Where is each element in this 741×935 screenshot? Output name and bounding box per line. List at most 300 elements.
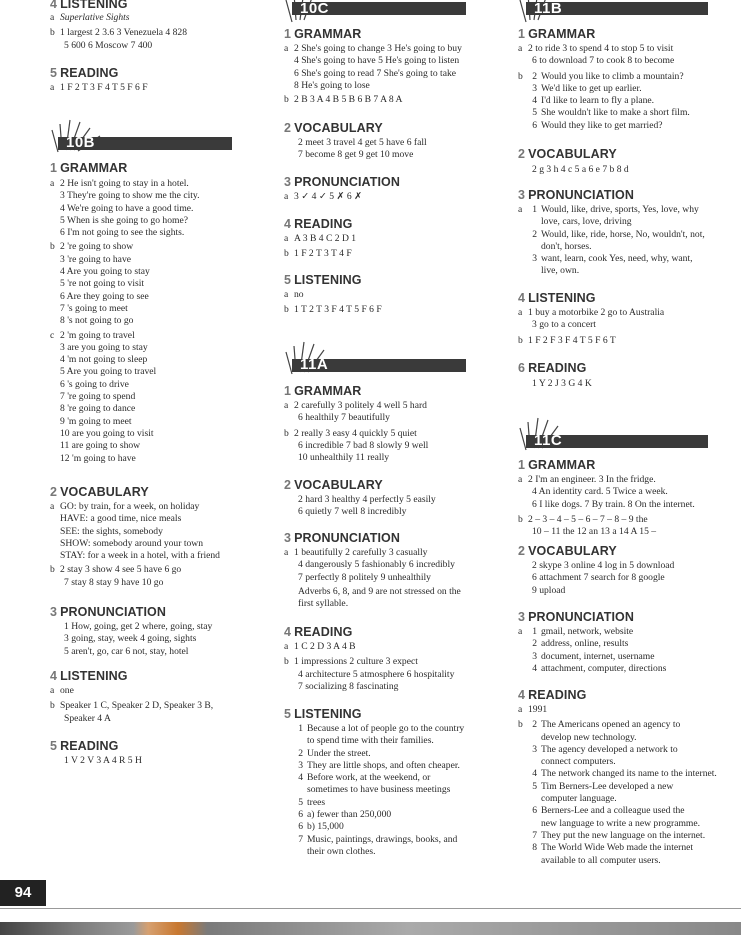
section-title: LISTENING bbox=[294, 707, 362, 721]
section-listening bbox=[50, 0, 280, 52]
item-number: 4 bbox=[532, 768, 537, 780]
section-vocabulary bbox=[518, 147, 741, 176]
answer-line bbox=[284, 748, 516, 760]
answer-text: Would they like to get married? bbox=[541, 119, 663, 131]
item-letter: a bbox=[518, 704, 523, 715]
answer-line bbox=[284, 94, 516, 106]
section-reading bbox=[50, 66, 280, 94]
section-number: 5 bbox=[284, 707, 292, 721]
answer-line bbox=[284, 233, 516, 245]
section-number: 3 bbox=[284, 531, 292, 545]
answer-line bbox=[518, 651, 741, 663]
answer-line: 10 unhealthily 11 really bbox=[298, 452, 390, 464]
answer-text: Tim Berners-Lee developed a new bbox=[541, 780, 674, 792]
answer-line bbox=[518, 744, 741, 756]
answer-text: their own clothes. bbox=[307, 845, 376, 857]
answer-text: They are little shops, and often cheaper. bbox=[307, 759, 460, 771]
item-letter: a bbox=[518, 307, 523, 318]
item-number: 3 bbox=[532, 253, 537, 265]
answer-text: no bbox=[294, 289, 304, 300]
item-number: 3 bbox=[532, 82, 537, 94]
answer-text: Under the street. bbox=[307, 747, 371, 759]
section-title: PRONUNCIATION bbox=[294, 531, 400, 545]
item-number: 2 bbox=[298, 747, 303, 759]
answer-line bbox=[50, 366, 280, 378]
section-pronunciation bbox=[50, 605, 280, 658]
section-number: 5 bbox=[50, 739, 58, 753]
answer-text: develop new technology. bbox=[541, 731, 637, 743]
section-number: 1 bbox=[284, 384, 292, 398]
answer-text: 8 He's going to lose bbox=[294, 79, 370, 91]
answer-line: 4 dangerously 5 fashionably 6 incredibly bbox=[298, 559, 455, 571]
item-letter: b bbox=[284, 94, 289, 106]
answer-line: 10 – 11 the 12 an 13 a 14 A 15 – bbox=[532, 526, 657, 538]
answer-text: 7 're going to spend bbox=[60, 391, 136, 403]
section-heading bbox=[284, 27, 516, 41]
answer-line bbox=[518, 830, 741, 842]
item-letter: a bbox=[284, 43, 289, 54]
answer-line bbox=[284, 846, 516, 858]
section-heading bbox=[518, 361, 741, 375]
answer-line bbox=[284, 797, 516, 809]
item-letter: a bbox=[284, 400, 289, 411]
answer-line bbox=[284, 809, 516, 821]
answer-line bbox=[518, 216, 741, 228]
item-number: 2 bbox=[532, 638, 537, 650]
answer-text: b) 15,000 bbox=[307, 821, 344, 833]
answer-line bbox=[518, 229, 741, 241]
section-grammar bbox=[50, 161, 280, 465]
answer-line bbox=[518, 95, 741, 107]
answer-line: 1 How, going, get 2 where, going, stay bbox=[64, 621, 213, 632]
answer-group-a bbox=[518, 626, 741, 675]
answer-line bbox=[50, 278, 280, 290]
banner-label: 11C bbox=[534, 432, 563, 449]
answer-line: 6 quietly 7 well 8 incredibly bbox=[298, 506, 407, 518]
item-number: 5 bbox=[532, 107, 537, 119]
answer-text: 1 F 2 T 3 T 4 F bbox=[294, 248, 352, 260]
item-letter: b bbox=[518, 719, 523, 731]
answer-text: 2 carefully 3 politely 4 well 5 hard bbox=[294, 400, 427, 411]
answer-line: 1 Y 2 J 3 G 4 K bbox=[532, 378, 592, 389]
answer-text: The Americans opened an agency to bbox=[541, 719, 681, 731]
answer-text: 1 F 2 F 3 F 4 T 5 F 6 T bbox=[528, 334, 616, 346]
section-number: 2 bbox=[518, 147, 526, 161]
item-number: 3 bbox=[532, 650, 537, 662]
answer-text: connect computers. bbox=[541, 756, 616, 768]
answer-text: 1 impressions 2 culture 3 expect bbox=[294, 656, 418, 668]
item-letter: b bbox=[284, 427, 289, 439]
item-number: 4 bbox=[298, 772, 303, 784]
answer-text: SHOW: somebody around your town bbox=[60, 537, 204, 549]
answer-line bbox=[518, 756, 741, 768]
item-letter: a bbox=[518, 43, 523, 54]
answer-line bbox=[50, 241, 280, 253]
answer-line bbox=[284, 248, 516, 260]
answer-line: 2 skype 3 online 4 log in 5 download bbox=[532, 560, 675, 571]
answer-line bbox=[518, 514, 741, 526]
answer-text: Berners-Lee and a colleague used the bbox=[541, 805, 685, 817]
section-title: READING bbox=[528, 361, 587, 375]
banner-label: 10B bbox=[66, 134, 96, 151]
item-number: 6 bbox=[532, 119, 537, 131]
item-letter: a bbox=[50, 685, 55, 696]
section-heading bbox=[518, 688, 741, 702]
answer-text: 2 to ride 3 to spend 4 to stop 5 to visit bbox=[528, 43, 674, 54]
answer-line: 7 become 8 get 9 get 10 move bbox=[298, 149, 414, 161]
answer-line bbox=[518, 805, 741, 817]
section-heading bbox=[50, 605, 280, 619]
banner-label: 11B bbox=[534, 0, 563, 17]
section-title: LISTENING bbox=[60, 669, 128, 683]
answer-line bbox=[50, 178, 280, 190]
section-reading-2 bbox=[518, 688, 741, 867]
answer-line bbox=[518, 704, 741, 716]
answer-line bbox=[50, 291, 280, 303]
answer-line bbox=[50, 538, 280, 550]
answer-text: 5 're not going to visit bbox=[60, 278, 145, 290]
answer-text: Before work, at the weekend, or bbox=[307, 772, 431, 784]
item-letter: a bbox=[284, 641, 289, 652]
answer-line: 4 architecture 5 atmosphere 6 hospitality bbox=[298, 668, 455, 680]
answer-text: 11 are going to show bbox=[60, 440, 141, 452]
answer-group-b bbox=[50, 241, 280, 327]
section-reading bbox=[284, 217, 516, 261]
answer-group-a bbox=[50, 178, 280, 239]
lesson-banner-11b bbox=[518, 0, 708, 24]
answer-text: 1 F 2 T 3 F 4 T 5 F 6 F bbox=[60, 82, 148, 93]
section-vocabulary-2 bbox=[284, 478, 516, 519]
answer-line bbox=[50, 227, 280, 239]
answer-line: 6 attachment 7 search for 8 google bbox=[532, 572, 665, 584]
section-reading-2 bbox=[50, 739, 280, 767]
section-listening bbox=[518, 291, 741, 347]
section-heading bbox=[284, 384, 516, 398]
answer-line bbox=[518, 855, 741, 867]
section-number: 2 bbox=[518, 544, 526, 558]
answer-text: don't, horses. bbox=[541, 240, 592, 252]
answer-line bbox=[50, 27, 280, 39]
answer-line bbox=[50, 203, 280, 215]
answer-line bbox=[284, 735, 516, 747]
answer-text: The network changed its name to the internet. bbox=[541, 768, 717, 780]
answer-text: 2 – 3 – 4 – 5 – 6 – 7 – 8 – 9 the bbox=[528, 513, 648, 525]
section-title: VOCABULARY bbox=[294, 478, 383, 492]
section-number: 2 bbox=[284, 478, 292, 492]
answer-line bbox=[518, 204, 741, 216]
answer-group-a bbox=[50, 501, 280, 562]
answer-text: 2 're going to show bbox=[60, 241, 134, 253]
answer-line: 7 socializing 8 fascinating bbox=[298, 680, 399, 692]
answer-line: 4 An identity card. 5 Twice a week. bbox=[532, 486, 668, 498]
section-number: 5 bbox=[50, 66, 58, 80]
answer-line bbox=[518, 719, 741, 731]
section-number: 1 bbox=[518, 27, 526, 41]
answer-line: 6 to download 7 to cook 8 to become bbox=[532, 55, 675, 67]
item-number: 6 bbox=[298, 821, 303, 833]
answer-line bbox=[518, 253, 741, 265]
item-number: 2 bbox=[532, 719, 537, 731]
answer-line bbox=[518, 818, 741, 830]
answer-text: 12 'm going to have bbox=[60, 452, 136, 464]
answer-line bbox=[284, 834, 516, 846]
answer-text: gmail, network, website bbox=[541, 626, 634, 637]
section-heading bbox=[284, 707, 516, 721]
item-number: 3 bbox=[532, 743, 537, 755]
section-heading bbox=[50, 161, 280, 175]
answer-list bbox=[284, 723, 516, 858]
answer-group-a bbox=[518, 204, 741, 278]
answer-line bbox=[50, 440, 280, 452]
answer-line bbox=[50, 700, 280, 712]
section-number: 3 bbox=[50, 605, 58, 619]
answer-text: HAVE: a good time, nice meals bbox=[60, 513, 182, 525]
answer-text: love, cars, love, driving bbox=[541, 216, 632, 228]
section-heading bbox=[50, 485, 280, 499]
answer-text: 2 really 3 easy 4 quickly 5 quiet bbox=[294, 427, 417, 439]
answer-text: 2 He isn't going to stay in a hotel. bbox=[60, 178, 189, 189]
answer-line bbox=[284, 289, 516, 301]
answer-text: a) fewer than 250,000 bbox=[307, 809, 392, 821]
section-title: READING bbox=[294, 217, 353, 231]
section-title: READING bbox=[294, 625, 353, 639]
section-title: READING bbox=[528, 688, 587, 702]
answer-line bbox=[518, 638, 741, 650]
answer-text: Would you like to climb a mountain? bbox=[541, 70, 684, 82]
answer-text: document, internet, username bbox=[541, 650, 655, 662]
answer-line bbox=[50, 82, 280, 94]
answer-line: 6 I like dogs. 7 By train. 8 On the internet. bbox=[532, 498, 695, 510]
lesson-banner-10b bbox=[50, 130, 232, 154]
answer-text: one bbox=[60, 685, 74, 696]
answer-line bbox=[50, 526, 280, 538]
section-grammar-2 bbox=[518, 458, 741, 538]
answer-line bbox=[50, 403, 280, 415]
section-number: 2 bbox=[284, 121, 292, 135]
answer-line bbox=[284, 428, 516, 440]
section-title: LISTENING bbox=[294, 273, 362, 287]
answer-line: 5 aren't, go, car 6 not, stay, hotel bbox=[64, 645, 189, 657]
section-number: 4 bbox=[284, 217, 292, 231]
answer-line bbox=[518, 335, 741, 347]
section-number: 6 bbox=[518, 361, 526, 375]
item-letter: b bbox=[284, 248, 289, 260]
answer-line bbox=[518, 71, 741, 83]
answer-line bbox=[50, 266, 280, 278]
item-number: 7 bbox=[532, 829, 537, 841]
answer-text: Would, like, drive, sports, Yes, love, why bbox=[541, 204, 699, 215]
answer-line bbox=[518, 732, 741, 744]
answer-line bbox=[50, 453, 280, 465]
page-number: 94 bbox=[0, 880, 46, 906]
answer-text: 2 stay 3 show 4 see 5 have 6 go bbox=[60, 564, 182, 576]
section-number: 1 bbox=[518, 458, 526, 472]
answer-line bbox=[50, 501, 280, 513]
answer-line bbox=[50, 416, 280, 428]
answer-line: 1 V 2 V 3 A 4 R 5 H bbox=[64, 755, 142, 766]
answer-line bbox=[50, 550, 280, 562]
lesson-banner-10c bbox=[284, 0, 466, 24]
answer-line: 7 stay 8 stay 9 have 10 go bbox=[64, 576, 164, 588]
answer-text: I'd like to learn to fly a plane. bbox=[541, 95, 655, 107]
answer-text: to spend time with their families. bbox=[307, 735, 434, 747]
section-title: GRAMMAR bbox=[294, 27, 362, 41]
section-grammar bbox=[284, 27, 516, 106]
answer-text: computer language. bbox=[541, 793, 617, 805]
answer-line bbox=[50, 428, 280, 440]
answer-line bbox=[284, 723, 516, 735]
answer-line bbox=[518, 626, 741, 638]
section-title: PRONUNCIATION bbox=[528, 610, 634, 624]
answer-text: 1 C 2 D 3 A 4 B bbox=[294, 641, 356, 652]
answer-text: trees bbox=[307, 796, 326, 808]
answer-line bbox=[518, 842, 741, 854]
answer-line bbox=[50, 513, 280, 525]
item-letter: b bbox=[518, 334, 523, 346]
answer-line bbox=[284, 641, 516, 653]
answer-text: want, learn, cook Yes, need, why, want, bbox=[541, 253, 693, 265]
section-title: VOCABULARY bbox=[528, 544, 617, 558]
answer-line bbox=[284, 772, 516, 784]
section-number: 4 bbox=[50, 669, 58, 683]
section-listening bbox=[284, 273, 516, 317]
answer-group-a bbox=[284, 43, 516, 92]
answer-line: 9 upload bbox=[532, 584, 566, 596]
section-listening-2 bbox=[50, 669, 280, 725]
answer-text: address, online, results bbox=[541, 638, 629, 650]
answer-text: 2 'm going to travel bbox=[60, 329, 135, 341]
answer-text: sometimes to have business meetings bbox=[307, 784, 451, 796]
answer-line: 3 go to a concert bbox=[532, 319, 596, 331]
section-reading bbox=[518, 361, 741, 390]
answer-line bbox=[518, 43, 741, 55]
answer-group-b bbox=[518, 71, 741, 132]
answer-line bbox=[50, 330, 280, 342]
answer-text: 1 buy a motorbike 2 go to Australia bbox=[528, 307, 665, 318]
answer-line bbox=[50, 254, 280, 266]
section-title: GRAMMAR bbox=[294, 384, 362, 398]
answer-text: STAY: for a week in a hotel, with a friend bbox=[60, 550, 220, 562]
section-heading bbox=[518, 458, 741, 472]
answer-text: attachment, computer, directions bbox=[541, 662, 667, 674]
answer-line bbox=[50, 303, 280, 315]
section-heading bbox=[518, 544, 741, 558]
item-letter: b bbox=[50, 27, 55, 39]
answer-text: She wouldn't like to make a short film. bbox=[541, 107, 690, 119]
answer-line bbox=[50, 215, 280, 227]
section-title: LISTENING bbox=[528, 291, 596, 305]
item-letter: a bbox=[284, 289, 289, 300]
section-title: PRONUNCIATION bbox=[294, 175, 400, 189]
section-heading bbox=[284, 478, 516, 492]
answer-line: 2 hard 3 healthy 4 perfectly 5 easily bbox=[298, 494, 436, 505]
answer-line bbox=[284, 43, 516, 55]
section-heading bbox=[518, 147, 741, 161]
section-heading bbox=[518, 291, 741, 305]
answer-line: 7 perfectly 8 politely 9 unhealthily bbox=[298, 571, 431, 583]
answer-line: Speaker 4 A bbox=[64, 712, 111, 724]
answer-text: 6 I'm not going to see the sights. bbox=[60, 227, 185, 239]
item-number: 4 bbox=[532, 662, 537, 674]
section-heading bbox=[284, 175, 516, 189]
section-heading bbox=[50, 669, 280, 683]
item-letter: b bbox=[518, 513, 523, 525]
answer-line bbox=[284, 547, 516, 559]
section-heading bbox=[284, 273, 516, 287]
answer-line bbox=[518, 83, 741, 95]
section-grammar-2 bbox=[284, 384, 516, 464]
answer-text: They put the new language on the internet. bbox=[541, 829, 706, 841]
answer-text: 5 Are you going to travel bbox=[60, 366, 157, 378]
section-title: PRONUNCIATION bbox=[60, 605, 166, 619]
answer-line: 3 going, stay, week 4 going, sights bbox=[64, 633, 197, 645]
answer-text: 9 'm going to meet bbox=[60, 415, 132, 427]
answer-text: 2 I'm an engineer. 3 In the fridge. bbox=[528, 474, 656, 485]
section-heading bbox=[518, 27, 741, 41]
section-pronunciation bbox=[518, 188, 741, 278]
answer-line bbox=[50, 342, 280, 354]
lesson-banner-11c bbox=[518, 428, 708, 452]
section-title: GRAMMAR bbox=[528, 458, 596, 472]
answer-line bbox=[284, 656, 516, 668]
answer-line bbox=[518, 663, 741, 675]
item-letter: b bbox=[50, 700, 55, 712]
answer-text: live, own. bbox=[541, 265, 580, 277]
answer-line bbox=[518, 781, 741, 793]
section-grammar bbox=[518, 27, 741, 132]
section-heading bbox=[284, 625, 516, 639]
section-heading bbox=[518, 610, 741, 624]
answer-line bbox=[518, 120, 741, 132]
answer-line: Adverbs 6, 8, and 9 are not stressed on the bbox=[298, 585, 461, 597]
answer-line bbox=[50, 379, 280, 391]
item-number: 6 bbox=[532, 805, 537, 817]
section-number: 4 bbox=[518, 688, 526, 702]
answer-line bbox=[50, 190, 280, 202]
section-title: VOCABULARY bbox=[60, 485, 149, 499]
answer-text: 6 's going to drive bbox=[60, 378, 129, 390]
answer-text: Would, like, ride, horse, No, wouldn't, not, bbox=[541, 228, 705, 240]
answer-text: Because a lot of people go to the country bbox=[307, 723, 465, 734]
answer-text: 1991 bbox=[528, 704, 548, 715]
answer-text: 1 largest 2 3.6 3 Venezuela 4 828 bbox=[60, 27, 187, 39]
item-number: 1 bbox=[532, 204, 537, 215]
answer-text: 4 Are you going to stay bbox=[60, 266, 150, 278]
answer-line bbox=[50, 391, 280, 403]
answer-text: The World Wide Web made the internet bbox=[541, 842, 694, 854]
section-listening-2 bbox=[284, 707, 516, 858]
answer-line bbox=[518, 307, 741, 319]
section-number: 4 bbox=[518, 291, 526, 305]
section-number: 4 bbox=[284, 625, 292, 639]
answer-text: SEE: the sights, somebody bbox=[60, 525, 163, 537]
item-letter: a bbox=[284, 233, 289, 244]
item-number: 4 bbox=[532, 95, 537, 107]
item-letter: b bbox=[50, 564, 55, 576]
lesson-banner-11a bbox=[284, 352, 466, 376]
answer-text: 2 B 3 A 4 B 5 B 6 B 7 A 8 A bbox=[294, 94, 403, 106]
answer-group-b bbox=[518, 719, 741, 867]
answer-line bbox=[518, 107, 741, 119]
answer-line: 2 g 3 h 4 c 5 a 6 e 7 b 8 d bbox=[532, 164, 629, 175]
banner-label: 10C bbox=[300, 0, 330, 17]
answer-line bbox=[284, 191, 516, 203]
banner-label: 11A bbox=[300, 356, 329, 373]
bottom-strip bbox=[0, 922, 741, 935]
answer-line: first syllable. bbox=[298, 598, 349, 610]
section-number: 3 bbox=[284, 175, 292, 189]
answer-text: 4 She's going to have 5 He's going to listen bbox=[294, 55, 460, 67]
